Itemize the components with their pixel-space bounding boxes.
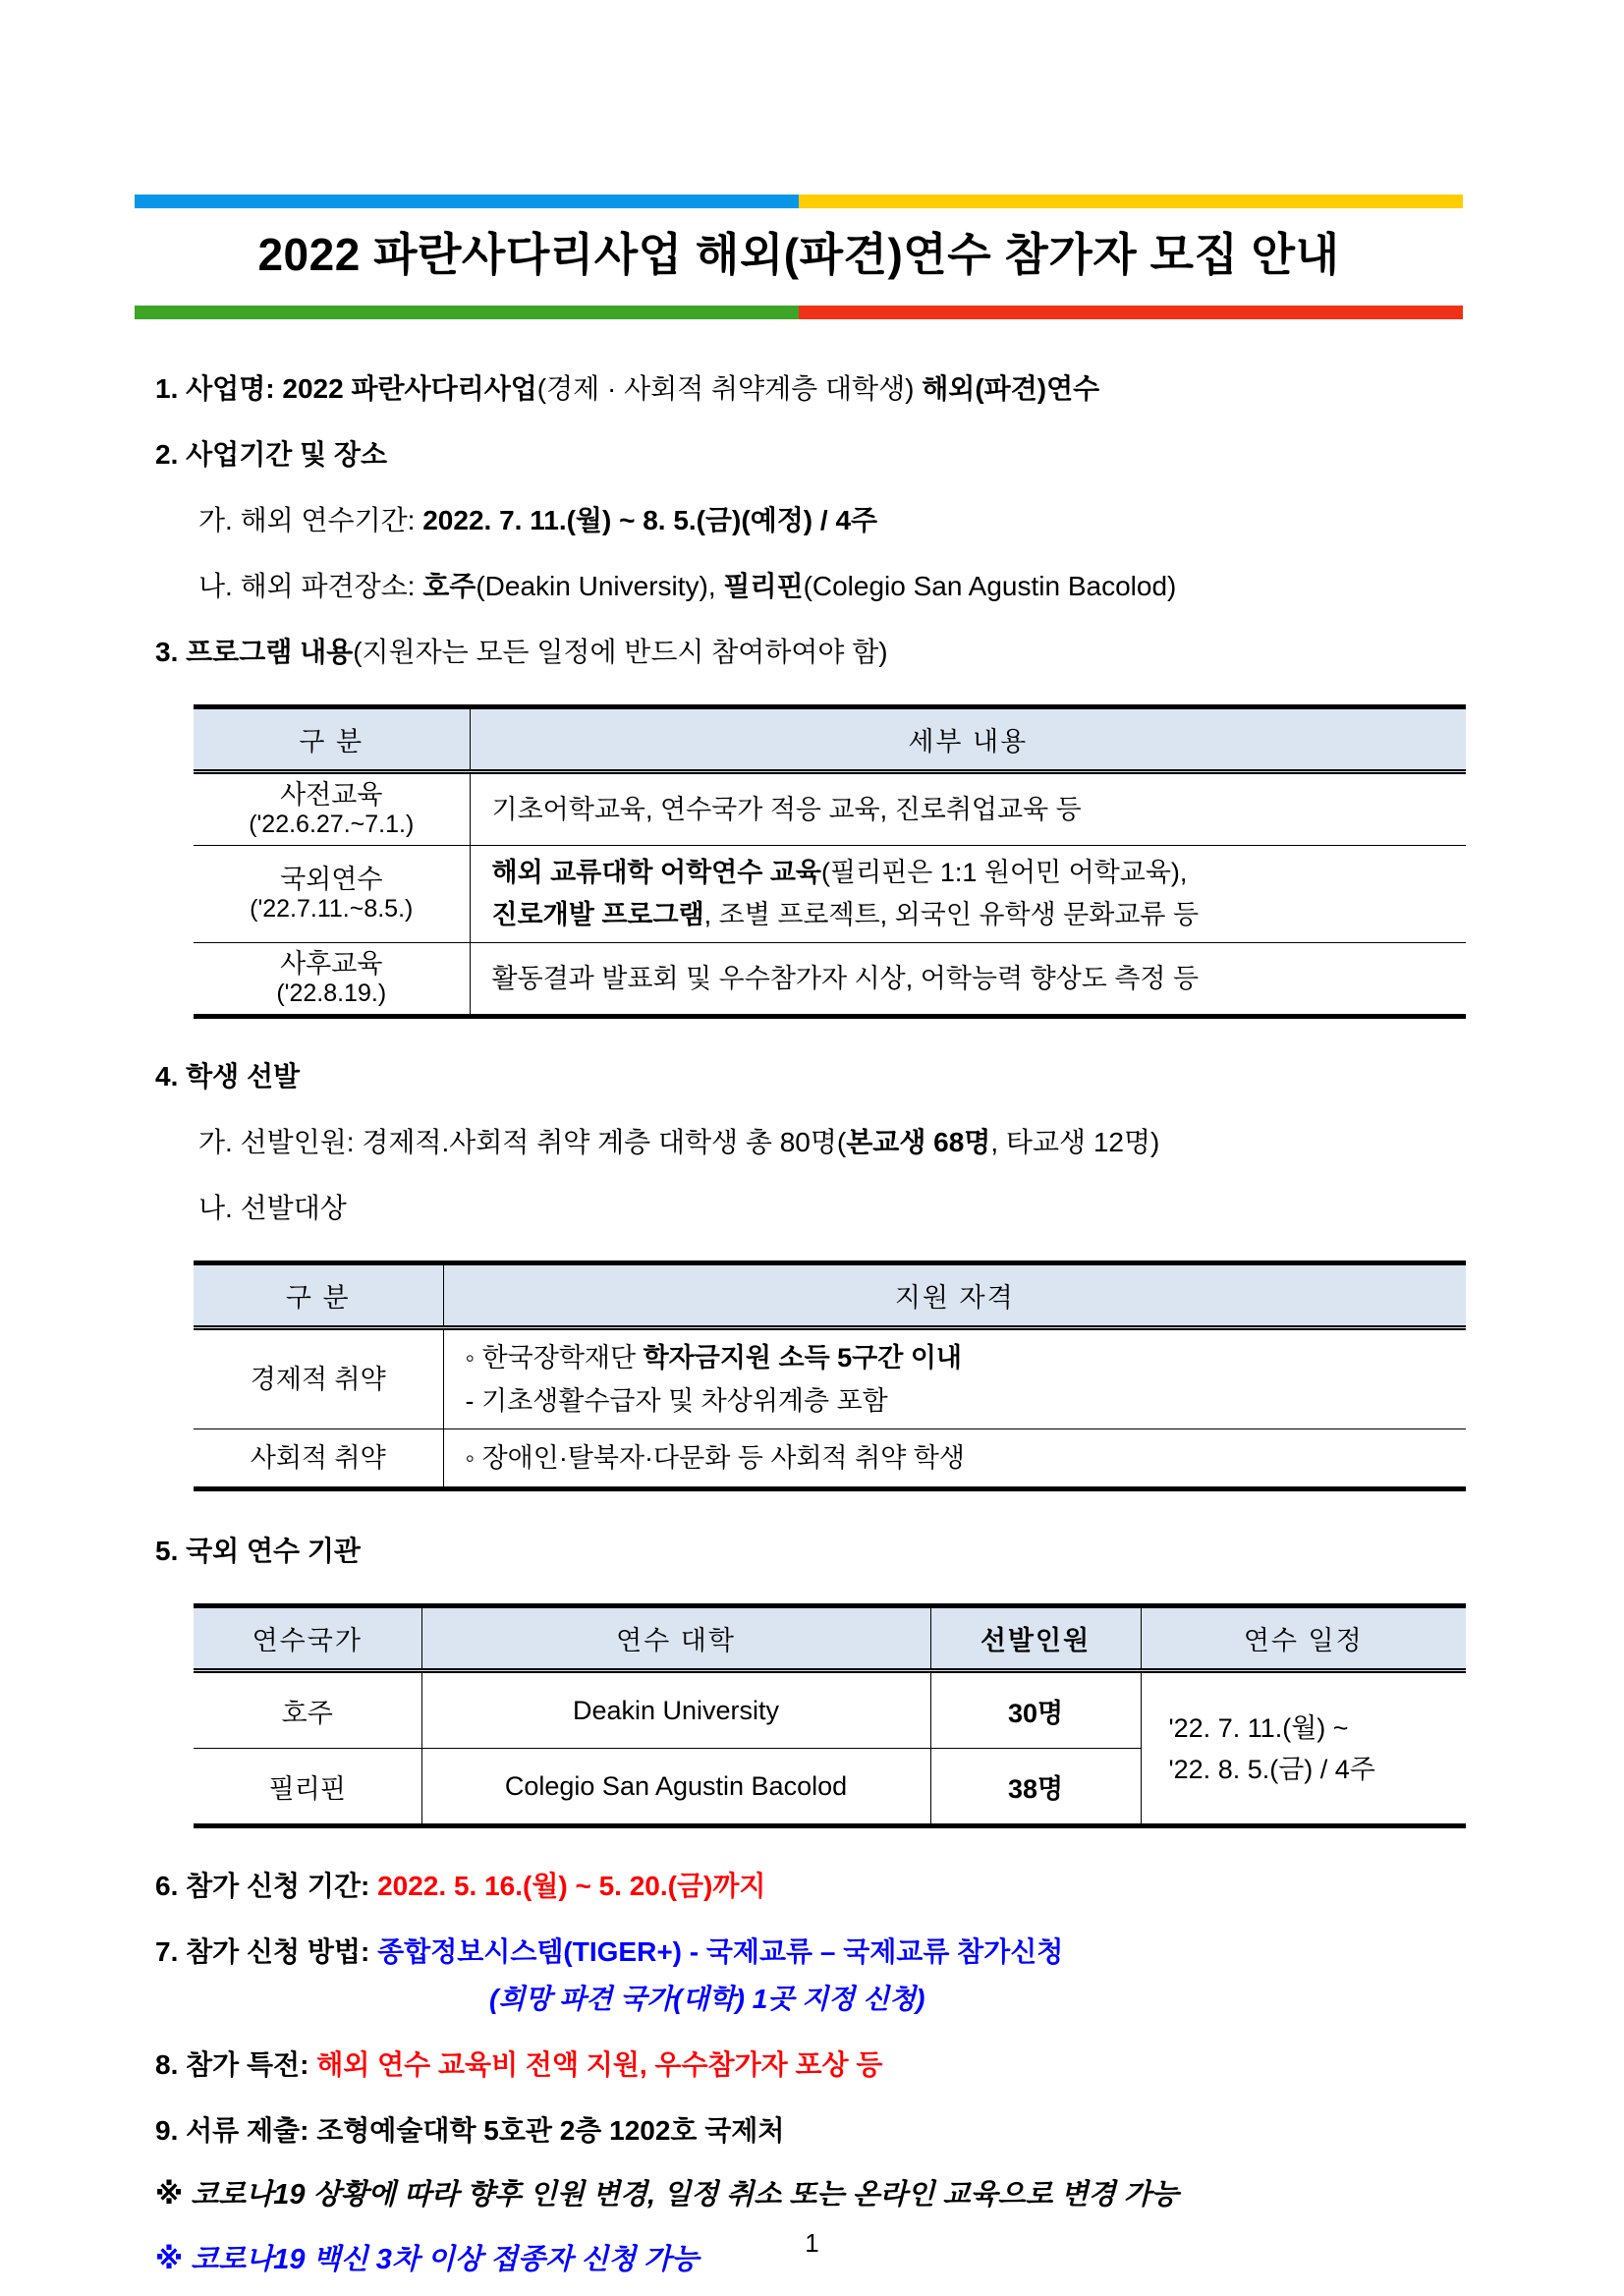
eligibility-col-category: 구 분	[194, 1263, 443, 1328]
section-4a-selection-count	[198, 1126, 1463, 1159]
program-category-cell	[194, 943, 470, 1017]
section-1-target: (경제 · 사회적 취약계층 대학생)	[536, 373, 923, 405]
eligibility-line-1	[466, 1336, 1467, 1379]
application-method-note: (희망 파견 국가(대학) 1곳 지정 신청)	[489, 1984, 925, 2015]
title-bottom-bar	[135, 306, 1463, 319]
section-8-benefits	[155, 2048, 1463, 2082]
section-2a-period	[198, 504, 1463, 537]
page-title: 2022 파란사다리사업 해외(파견)연수 참가자 모집 안내	[257, 229, 1340, 280]
count-cell: 38명	[930, 1749, 1141, 1826]
institution-row-australia	[194, 1671, 1466, 1749]
category-date: ('22.6.27.~7.1.)	[249, 811, 415, 839]
top-bar-blue-segment	[135, 195, 799, 208]
program-table-header-row	[194, 707, 1466, 772]
detail-regular-2: , 조별 프로젝트, 외국인 유학생 문화교류 등	[703, 900, 1200, 930]
section-1-program: 해외(파견)연수	[922, 373, 1100, 405]
section-1-project: 2022 파란사다리사업	[282, 373, 537, 405]
program-category-cell	[194, 772, 470, 846]
eligibility-bold: 학자금지원 소득 5구간 이내	[643, 1343, 963, 1373]
program-detail-cell: 기초어학교육, 연수국가 적응 교육, 진로취업교육 등	[470, 772, 1466, 846]
section-3-note: (지원자는 모든 일정에 반드시 참여하여야 함)	[353, 637, 888, 668]
eligibility-regular: ◦ 한국장학재단	[465, 1343, 644, 1373]
country-cell: 필리핀	[194, 1749, 421, 1826]
schedule-cell	[1141, 1671, 1466, 1826]
section-4b-selection-target: 나. 선발대상	[198, 1193, 347, 1224]
program-category-cell	[194, 846, 470, 943]
university-cell: Colegio San Agustin Bacolod	[421, 1749, 930, 1826]
section-3-heading	[155, 636, 1463, 669]
section-1-label: 1. 사업명:	[155, 373, 283, 405]
detail-regular-1: (필리핀은 1:1 원어민 어학교육),	[821, 858, 1188, 888]
title-top-bar	[135, 195, 1463, 208]
eligibility-line-2: - 기초생활수급자 및 차상위계층 포함	[465, 1386, 888, 1417]
eligibility-header-row	[194, 1263, 1466, 1328]
country-cell: 호주	[194, 1671, 421, 1749]
program-row-overseas	[194, 846, 1466, 943]
col-count: 선발인원	[930, 1606, 1141, 1671]
location-label: 나. 해외 파견장소:	[198, 571, 423, 602]
location-australia-univ: (Deakin University),	[476, 571, 724, 602]
eligibility-detail-cell	[443, 1328, 1466, 1429]
program-detail-cell	[470, 846, 1466, 943]
program-col-detail: 세부 내용	[470, 707, 1466, 772]
location-philippines-univ: (Colegio San Agustin Bacolod)	[803, 571, 1177, 602]
benefits-value: 해외 연수 교육비 전액 지원, 우수참가자 포상 등	[316, 2049, 883, 2081]
category-name: 사후교육	[280, 949, 383, 980]
covid-note-1: ※ 코로나19 상황에 따라 향후 인원 변경, 일정 취소 또는 온라인 교육으로 변경 가능	[155, 2179, 1179, 2212]
eligibility-category-cell: 사회적 취약	[194, 1429, 443, 1489]
col-university: 연수 대학	[421, 1606, 930, 1671]
category-name: 국외연수	[280, 865, 383, 895]
schedule-line-2: '22. 8. 5.(금) / 4주	[1168, 1754, 1375, 1784]
section-7-application-method	[155, 1935, 1463, 2016]
page-number: 1	[805, 2228, 819, 2258]
selection-text: 가. 선발인원: 경제적.사회적 취약 계층 대학생 총 80명(	[198, 1127, 847, 1158]
section-2b-locations	[198, 570, 1463, 603]
program-col-category: 구 분	[194, 707, 470, 772]
section-6-application-period	[155, 1870, 1463, 1903]
section-5-heading: 5. 국외 연수 기관	[155, 1536, 361, 1567]
application-period-value: 2022. 5. 16.(월) ~ 5. 20.(금)까지	[377, 1871, 766, 1902]
university-cell: Deakin University	[421, 1671, 930, 1749]
section-1-project-name	[155, 372, 1463, 406]
institutions-table	[194, 1603, 1466, 1828]
bottom-bar-red-segment	[799, 306, 1463, 319]
eligibility-row-economic	[194, 1328, 1466, 1429]
detail-line-1	[492, 852, 1467, 894]
bottom-bar-green-segment	[135, 306, 799, 319]
covid-note-2: ※ 코로나19 백신 3차 이상 접종자 신청 가능	[155, 2244, 700, 2276]
eligibility-category-cell: 경제적 취약	[194, 1328, 443, 1429]
eligibility-col-qualification: 지원 자격	[443, 1263, 1466, 1328]
col-country: 연수국가	[194, 1606, 421, 1671]
selection-own-school: 본교생 68명	[846, 1127, 991, 1158]
detail-bold-2: 진로개발 프로그램	[491, 900, 704, 930]
category-date: ('22.7.11.~8.5.)	[250, 895, 414, 924]
period-value: 2022. 7. 11.(월) ~ 8. 5.(금)(예정) / 4주	[422, 505, 878, 536]
period-label: 가. 해외 연수기간:	[198, 505, 423, 536]
section-7-sub-note	[155, 1983, 1463, 2016]
col-schedule: 연수 일정	[1141, 1606, 1466, 1671]
program-content-table	[194, 704, 1466, 1019]
category-date: ('22.8.19.)	[276, 980, 387, 1008]
top-bar-yellow-segment	[799, 195, 1463, 208]
section-8-label: 8. 참가 특전:	[155, 2049, 317, 2081]
section-2-heading: 2. 사업기간 및 장소	[155, 439, 388, 471]
eligibility-row-social	[194, 1429, 1466, 1489]
category-name: 사전교육	[280, 780, 383, 811]
section-7-label: 7. 참가 신청 방법:	[155, 1936, 378, 1968]
location-philippines: 필리핀	[723, 571, 804, 602]
eligibility-detail-cell: ◦ 장애인·탈북자·다문화 등 사회적 취약 학생	[443, 1429, 1466, 1489]
program-detail-cell: 활동결과 발표회 및 우수참가자 시상, 어학능력 향상도 측정 등	[470, 943, 1466, 1017]
schedule-line-1: '22. 7. 11.(월) ~	[1168, 1712, 1349, 1743]
program-row-post-education	[194, 943, 1466, 1017]
institutions-header-row	[194, 1606, 1466, 1671]
section-6-label: 6. 참가 신청 기간:	[155, 1871, 378, 1902]
location-australia: 호주	[422, 571, 476, 602]
eligibility-table	[194, 1260, 1466, 1491]
application-method-value: 종합정보시스템(TIGER+) - 국제교류 – 국제교류 참가신청	[377, 1936, 1064, 1968]
section-3-label: 3. 프로그램 내용	[155, 637, 354, 668]
program-row-pre-education	[194, 772, 1466, 846]
selection-other-school: , 타교생 12명)	[990, 1127, 1160, 1158]
section-9-document-submission: 9. 서류 제출: 조형예술대학 5호관 2층 1202호 국제처	[155, 2115, 785, 2147]
section-4-heading: 4. 학생 선발	[155, 1061, 301, 1092]
title-banner	[135, 195, 1463, 319]
count-cell: 30명	[930, 1671, 1141, 1749]
detail-bold-1: 해외 교류대학 어학연수 교육	[491, 858, 821, 888]
detail-line-2	[492, 894, 1467, 936]
